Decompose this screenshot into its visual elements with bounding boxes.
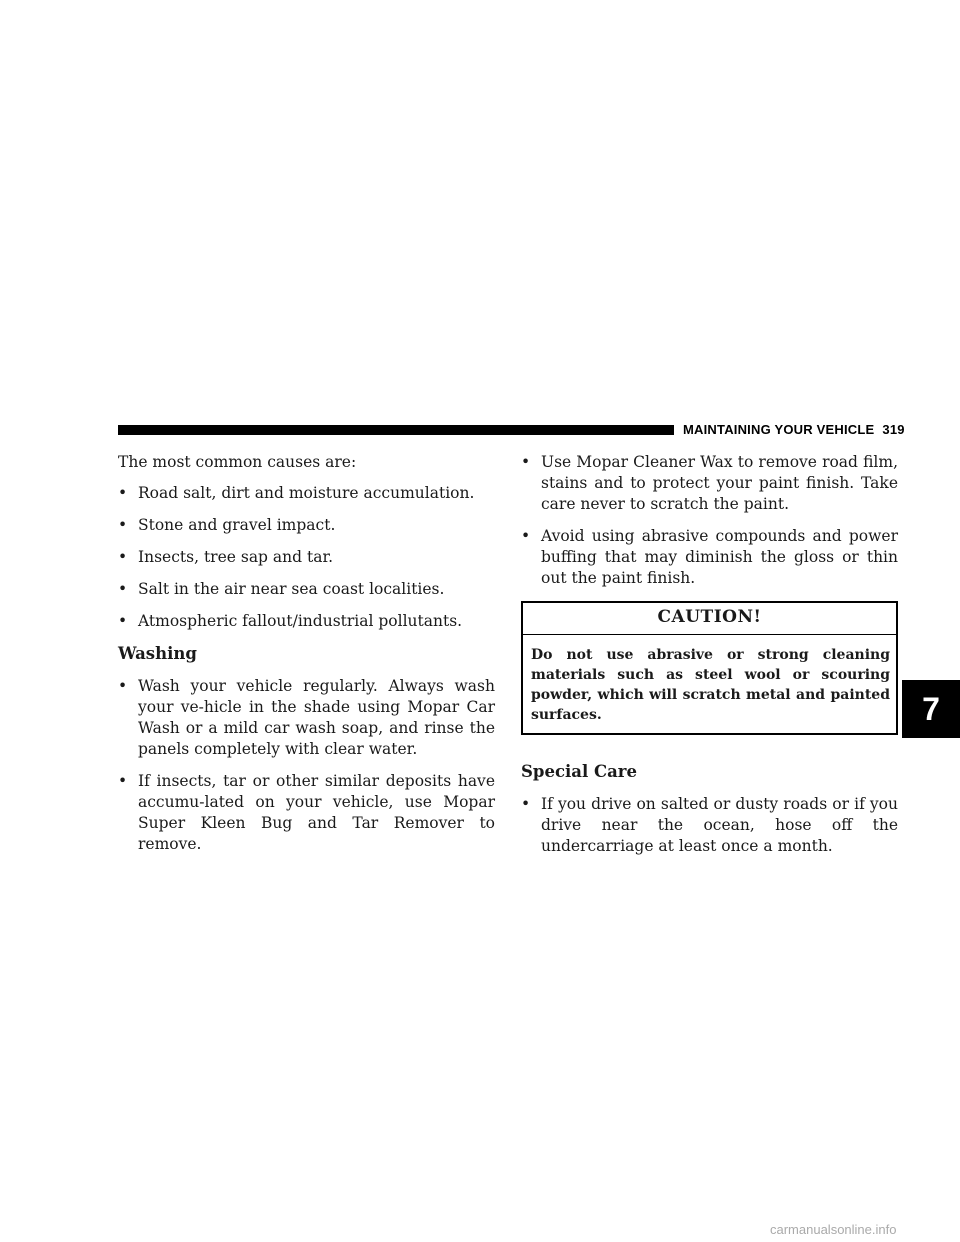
bullet-icon: • [118, 548, 128, 566]
list-item: • Atmospheric fallout/industrial pollutants. [118, 612, 463, 630]
caution-text: Do not use abrasive or strong cleaning materials such as steel wool or scouring powder, which will scratch metal and painted surfaces. [531, 647, 890, 723]
causes-list [118, 483, 495, 632]
list-item: • Road salt, dirt and moisture accumulation. [118, 484, 475, 502]
bullet-icon: • [118, 612, 128, 630]
list-item: • Wash your vehicle regularly. Always wash your ve-hicle in the shade using Mopar Car Wash or a mild car wash soap, and rinse the panels completely with clear water. [118, 677, 495, 758]
list-item: • If you drive on salted or dusty roads or if you drive near the ocean, hose off the undercarriage at least once a month. [521, 795, 898, 855]
bullet-icon: • [118, 772, 128, 790]
header-rule [118, 425, 674, 435]
bullet-icon: • [521, 453, 531, 471]
causes-intro: The most common causes are: [118, 453, 357, 471]
list-item: • Salt in the air near sea coast localities. [118, 580, 445, 598]
list-item: • Stone and gravel impact. [118, 516, 336, 534]
list-item: • Insects, tree sap and tar. [118, 548, 334, 566]
washing-list [118, 676, 495, 855]
watermark: carmanualsonline.info [770, 1222, 897, 1237]
running-header [683, 422, 903, 437]
bullet-icon: • [521, 527, 531, 545]
caution-title: CAUTION! [523, 603, 896, 635]
right-column [521, 452, 898, 868]
bullet-icon: • [118, 484, 128, 502]
paint-care-list [521, 452, 898, 589]
caution-box [521, 601, 898, 735]
header-title: MAINTAINING YOUR VEHICLE [683, 422, 875, 437]
bullet-icon: • [118, 580, 128, 598]
special-care-list [521, 794, 898, 857]
washing-heading: Washing [118, 644, 197, 663]
list-item: • Avoid using abrasive compounds and power buffing that may diminish the gloss or thin out the paint finish. [521, 527, 898, 587]
list-item: • Use Mopar Cleaner Wax to remove road film, stains and to protect your paint finish. Take care never to scratch the paint. [521, 453, 898, 513]
left-column [118, 452, 495, 866]
bullet-icon: • [118, 677, 128, 695]
page-number: 319 [882, 422, 905, 437]
list-item: • If insects, tar or other similar deposits have accumu-lated on your vehicle, use Mopar Super Kleen Bug and Tar Remover to remove. [118, 772, 495, 853]
special-care-heading: Special Care [521, 762, 637, 781]
bullet-icon: • [118, 516, 128, 534]
chapter-tab: 7 [902, 680, 960, 738]
bullet-icon: • [521, 795, 531, 813]
